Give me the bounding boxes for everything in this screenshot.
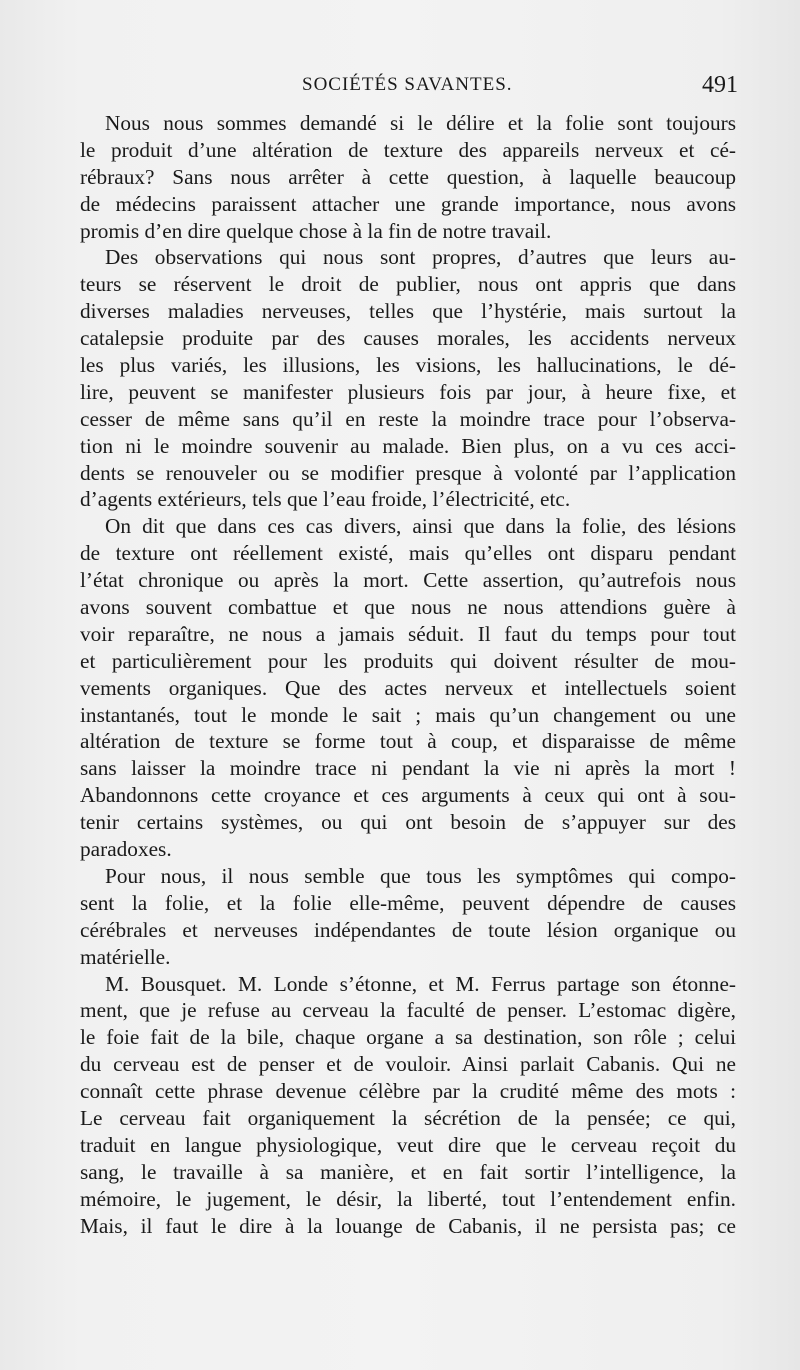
- text-line: dents se renouveler ou se modifier presque à volonté par l’application: [80, 460, 736, 485]
- text-line: On dit que dans ces cas divers, ainsi que dans la folie, des lésions: [105, 514, 736, 539]
- text-line: Le cerveau fait organiquement la sécrétion de la pensée; ce qui,: [80, 1105, 736, 1130]
- text-line: altération de texture se forme tout à coup, et disparaisse de même: [80, 729, 736, 754]
- text-line: cesser de même sans qu’il en reste la moindre trace pour l’observa-: [80, 406, 736, 431]
- running-title: SOCIÉTÉS SAVANTES.: [302, 74, 513, 95]
- text-line: M. Bousquet. M. Londe s’étonne, et M. Ferrus partage son étonne-: [105, 971, 736, 996]
- text-line: catalepsie produite par des causes morales, les accidents nerveux: [80, 326, 736, 351]
- paragraph: [80, 110, 736, 244]
- text-line: du cerveau est de penser et de vouloir. Ainsi parlait Cabanis. Qui ne: [80, 1052, 736, 1077]
- text-line: tion ni le moindre souvenir au malade. Bien plus, on a vu ces acci-: [80, 433, 736, 458]
- text-line: Abandonnons cette croyance et ces arguments à ceux qui ont à sou-: [80, 783, 736, 808]
- text-line: voir reparaître, ne nous a jamais séduit. Il faut du temps pour tout: [80, 621, 736, 646]
- text-line: le produit d’une altération de texture des appareils nerveux et cé-: [80, 137, 736, 162]
- text-line: Pour nous, il nous semble que tous les symptômes qui compo-: [105, 863, 736, 888]
- text-line: sang, le travaille à sa manière, et en fait sortir l’intelligence, la: [80, 1159, 736, 1184]
- text-line: rébraux? Sans nous arrêter à cette question, à laquelle beaucoup: [80, 164, 736, 189]
- text-line: matérielle.: [80, 944, 171, 969]
- text-line: cérébrales et nerveuses indépendantes de toute lésion organique ou: [80, 917, 736, 942]
- text-line: l’état chronique ou après la mort. Cette assertion, qu’autrefois nous: [80, 568, 736, 593]
- paragraph: [80, 863, 736, 971]
- text-line: paradoxes.: [80, 837, 172, 862]
- paragraph: [80, 244, 736, 513]
- page-number: 491: [702, 72, 738, 98]
- text-line: le foie fait de la bile, chaque organe a sa destination, son rôle ; celui: [80, 1025, 736, 1050]
- page-header: [80, 72, 736, 102]
- text-line: avons souvent combattue et que nous ne nous attendions guère à: [80, 595, 736, 620]
- text-line: lire, peuvent se manifester plusieurs fois par jour, à heure fixe, et: [80, 379, 736, 404]
- text-line: vements organiques. Que des actes nerveux et intellectuels soient: [80, 675, 736, 700]
- text-line: ment, que je refuse au cerveau la faculté de penser. L’estomac digère,: [80, 998, 736, 1023]
- text-line: les plus variés, les illusions, les visions, les hallucinations, le dé-: [80, 353, 736, 378]
- text-line: et particulièrement pour les produits qui doivent résulter de mou-: [80, 648, 736, 673]
- text-line: sent la folie, et la folie elle-même, peuvent dépendre de causes: [80, 890, 736, 915]
- text-line: promis d’en dire quelque chose à la fin de notre travail.: [80, 218, 552, 243]
- text-line: teurs se réservent le droit de publier, nous ont appris que dans: [80, 272, 736, 297]
- text-line: instantanés, tout le monde le sait ; mais qu’un changement ou une: [80, 702, 736, 727]
- text-line: Mais, il faut le dire à la louange de Cabanis, il ne persista pas; ce: [80, 1213, 736, 1238]
- paragraph: [80, 513, 736, 863]
- text-line: mémoire, le jugement, le désir, la liberté, tout l’entendement enfin.: [80, 1186, 736, 1211]
- body-text: [80, 110, 736, 1239]
- text-line: de texture ont réellement existé, mais qu’elles ont disparu pendant: [80, 541, 736, 566]
- text-line: tenir certains systèmes, ou qui ont besoin de s’appuyer sur des: [80, 810, 736, 835]
- text-line: connaît cette phrase devenue célèbre par la crudité même des mots :: [80, 1079, 736, 1104]
- text-line: traduit en langue physiologique, veut dire que le cerveau reçoit du: [80, 1132, 736, 1157]
- text-line: Nous nous sommes demandé si le délire et la folie sont toujours: [105, 111, 736, 135]
- text-line: sans laisser la moindre trace ni pendant la vie ni après la mort !: [80, 756, 736, 781]
- text-line: diverses maladies nerveuses, telles que l’hystérie, mais surtout la: [80, 299, 736, 324]
- text-line: Des observations qui nous sont propres, d’autres que leurs au-: [105, 245, 736, 270]
- paragraph: [80, 971, 736, 1240]
- text-line: d’agents extérieurs, tels que l’eau froide, l’électricité, etc.: [80, 487, 571, 512]
- text-line: de médecins paraissent attacher une grande importance, nous avons: [80, 191, 736, 216]
